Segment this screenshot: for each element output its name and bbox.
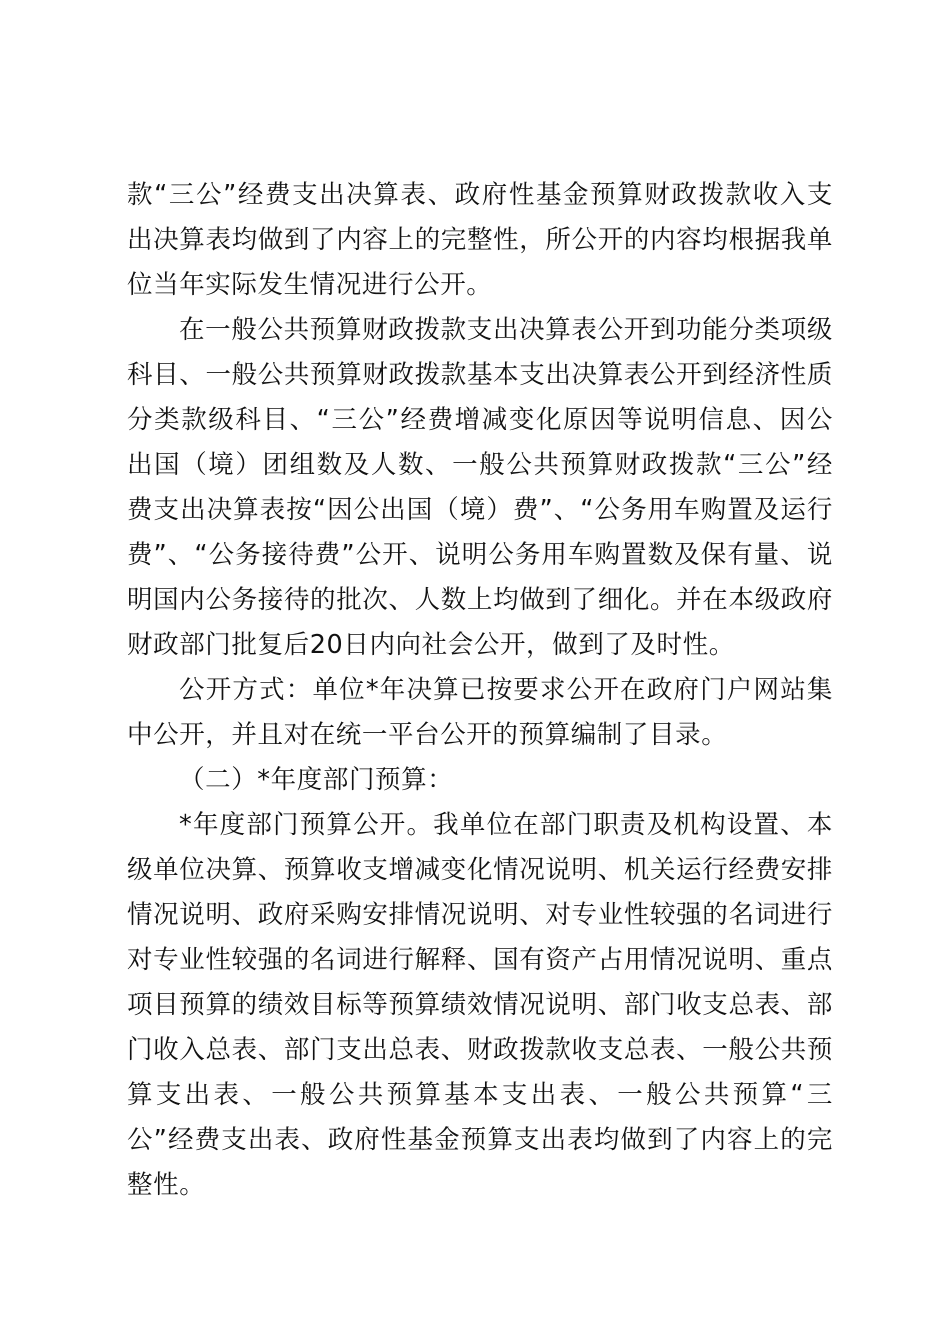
- paragraph-refinement: 在一般公共预算财政拨款支出决算表公开到功能分类项级科目、一般公共预算财政拨款基本支出决算表公开到经济性质分类款级科目、“三公”经费增减变化原因等说明信息、因公出国（境）团组数及人数、一般公共预算财政拨款“三公”经费支出决算表按“因公出国（境）费”、“公务用车购置及运行费”、“公务接待费”公开、说明公务用车购置数及保有量、说明国内公务接待的批次、人数上均做到了细化。并在本级政府财政部门批复后20日内向社会公开，做到了及时性。: [127, 315, 833, 660]
- paragraph-budget-disclosure: *年度部门预算公开。我单位在部门职责及机构设置、本级单位决算、预算收支增减变化情况说明、机关运行经费安排情况说明、政府采购安排情况说明、对专业性较强的名词进行对专业性较强的名词进行解释、国有资产占用情况说明、重点项目预算的绩效目标等预算绩效情况说明、部门收支总表、部门收入总表、部门支出总表、财政拨款收支总表、一般公共预算支出表、一般公共预算基本支出表、一般公共预算“三公”经费支出表、政府性基金预算支出表均做到了内容上的完整性。: [127, 810, 833, 1200]
- paragraph-disclosure-method: 公开方式：单位*年决算已按要求公开在政府门户网站集中公开，并且对在统一平台公开的预算编制了目录。: [127, 675, 833, 750]
- document-body: [127, 173, 833, 1208]
- section-heading: （二）*年度部门预算：: [179, 765, 454, 795]
- paragraph-continuation: 款“三公”经费支出决算表、政府性基金预算财政拨款收入支出决算表均做到了内容上的完整性，所公开的内容均根据我单位当年实际发生情况进行公开。: [127, 180, 833, 300]
